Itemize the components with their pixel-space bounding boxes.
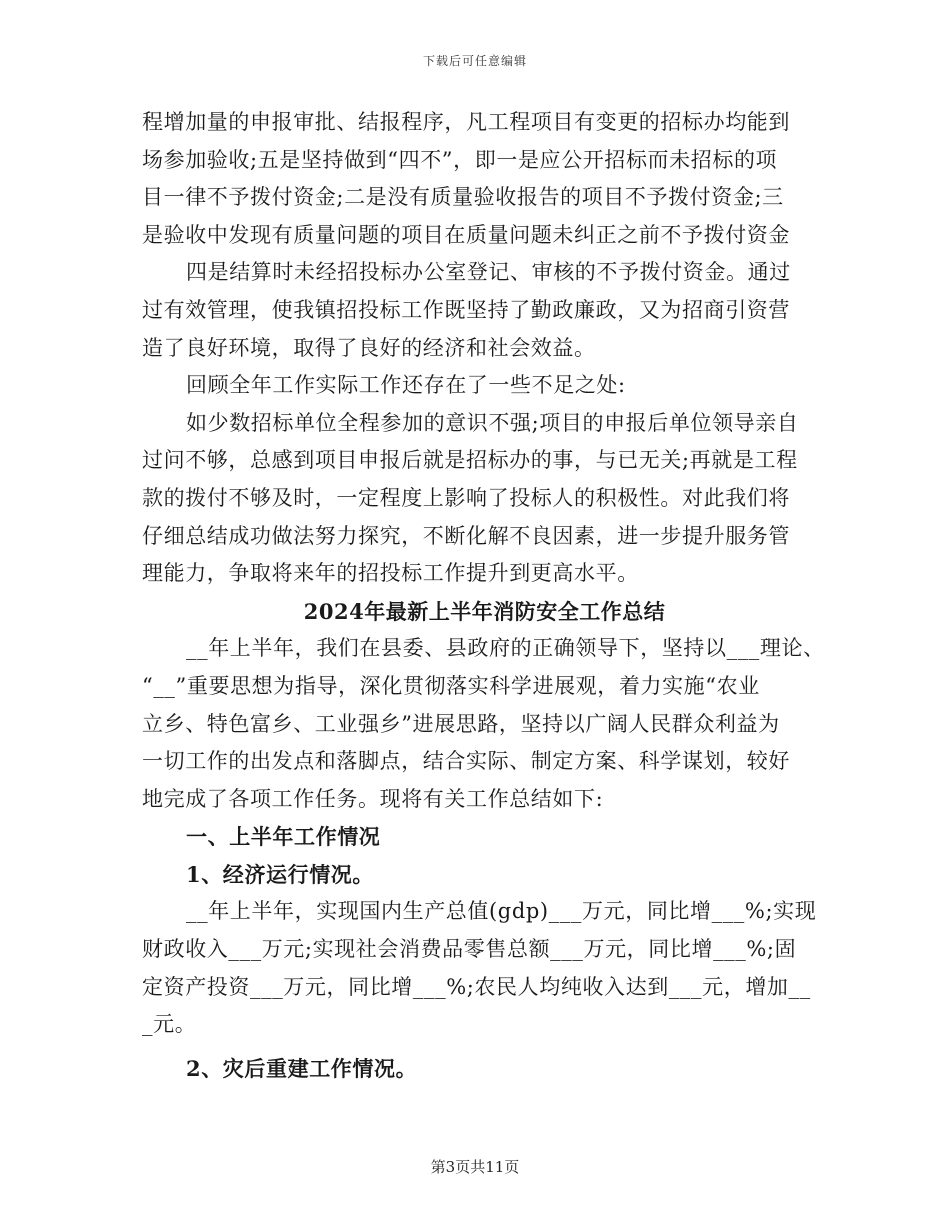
body-line: “__”重要思想为指导，深化贯彻落实科学进展观，着力实施“农业 [142, 673, 760, 698]
body-line: _元。 [142, 1012, 197, 1037]
body-line: 目一律不予拨付资金;二是没有质量验收报告的项目不予拨付资金;三 [142, 185, 784, 210]
page-footer: 第3页共11页 [430, 1158, 520, 1176]
body-line: 如少数招标单位全程参加的意识不强;项目的申报后单位领导亲自 [186, 410, 799, 435]
body-line: 财政收入___万元;实现社会消费品零售总额___万元，同比增___%;固 [142, 937, 797, 962]
body-line: 立乡、特色富乡、工业强乡”进展思路，坚持以广阔人民群众利益为 [142, 711, 780, 736]
heading-level-2: 2、灾后重建工作情况。 [186, 1055, 418, 1081]
body-line: 造了良好环境，取得了良好的经济和社会效益。 [142, 335, 596, 360]
body-line: 一切工作的出发点和落脚点，结合实际、制定方案、科学谋划，较好 [142, 749, 790, 774]
body-line: 四是结算时未经招投标办公室登记、审核的不予拨付资金。通过 [186, 260, 791, 285]
body-line: 地完成了各项工作任务。现将有关工作总结如下: [142, 786, 604, 811]
body-line: 是验收中发现有质量问题的项目在质量问题未纠正之前不予拨付资金 [142, 222, 790, 247]
body-line: 过问不够，总感到项目申报后就是招标办的事，与已无关;再就是工程 [142, 448, 798, 473]
section-title: 2024年最新上半年消防安全工作总结 [303, 598, 666, 624]
body-line: 理能力，争取将来年的招投标工作提升到更高水平。 [142, 561, 639, 586]
body-line: 过有效管理，使我镇招投标工作既坚持了勤政廉政，又为招商引资营 [142, 297, 790, 322]
body-line: 款的拨付不够及时，一定程度上影响了投标人的积极性。对此我们将 [142, 485, 790, 510]
body-line: 回顾全年工作实际工作还存在了一些不足之处: [186, 373, 626, 398]
page-header: 下载后可任意编辑 [422, 54, 527, 68]
heading-level-2: 1、经济运行情况。 [186, 861, 375, 887]
body-line: 场参加验收;五是坚持做到“四不”，即一是应公开招标而未招标的项 [142, 147, 778, 172]
body-line: 定资产投资___万元，同比增___%;农民人均纯收入达到___元，增加__ [142, 974, 811, 999]
body-line: 仔细总结成功做法努力探究，不断化解不良因素，进一步提升服务管 [142, 523, 790, 548]
heading-level-1: 一、上半年工作情况 [186, 824, 381, 850]
body-line: 程增加量的申报审批、结报程序，凡工程项目有变更的招标办均能到 [142, 110, 790, 134]
body-line: __年上半年，实现国内生产总值(gdp)___万元，同比增___%;实现 [186, 899, 817, 924]
body-line: __年上半年，我们在县委、县政府的正确领导下，坚持以___理论、 [186, 636, 825, 661]
document-body [142, 104, 827, 1087]
